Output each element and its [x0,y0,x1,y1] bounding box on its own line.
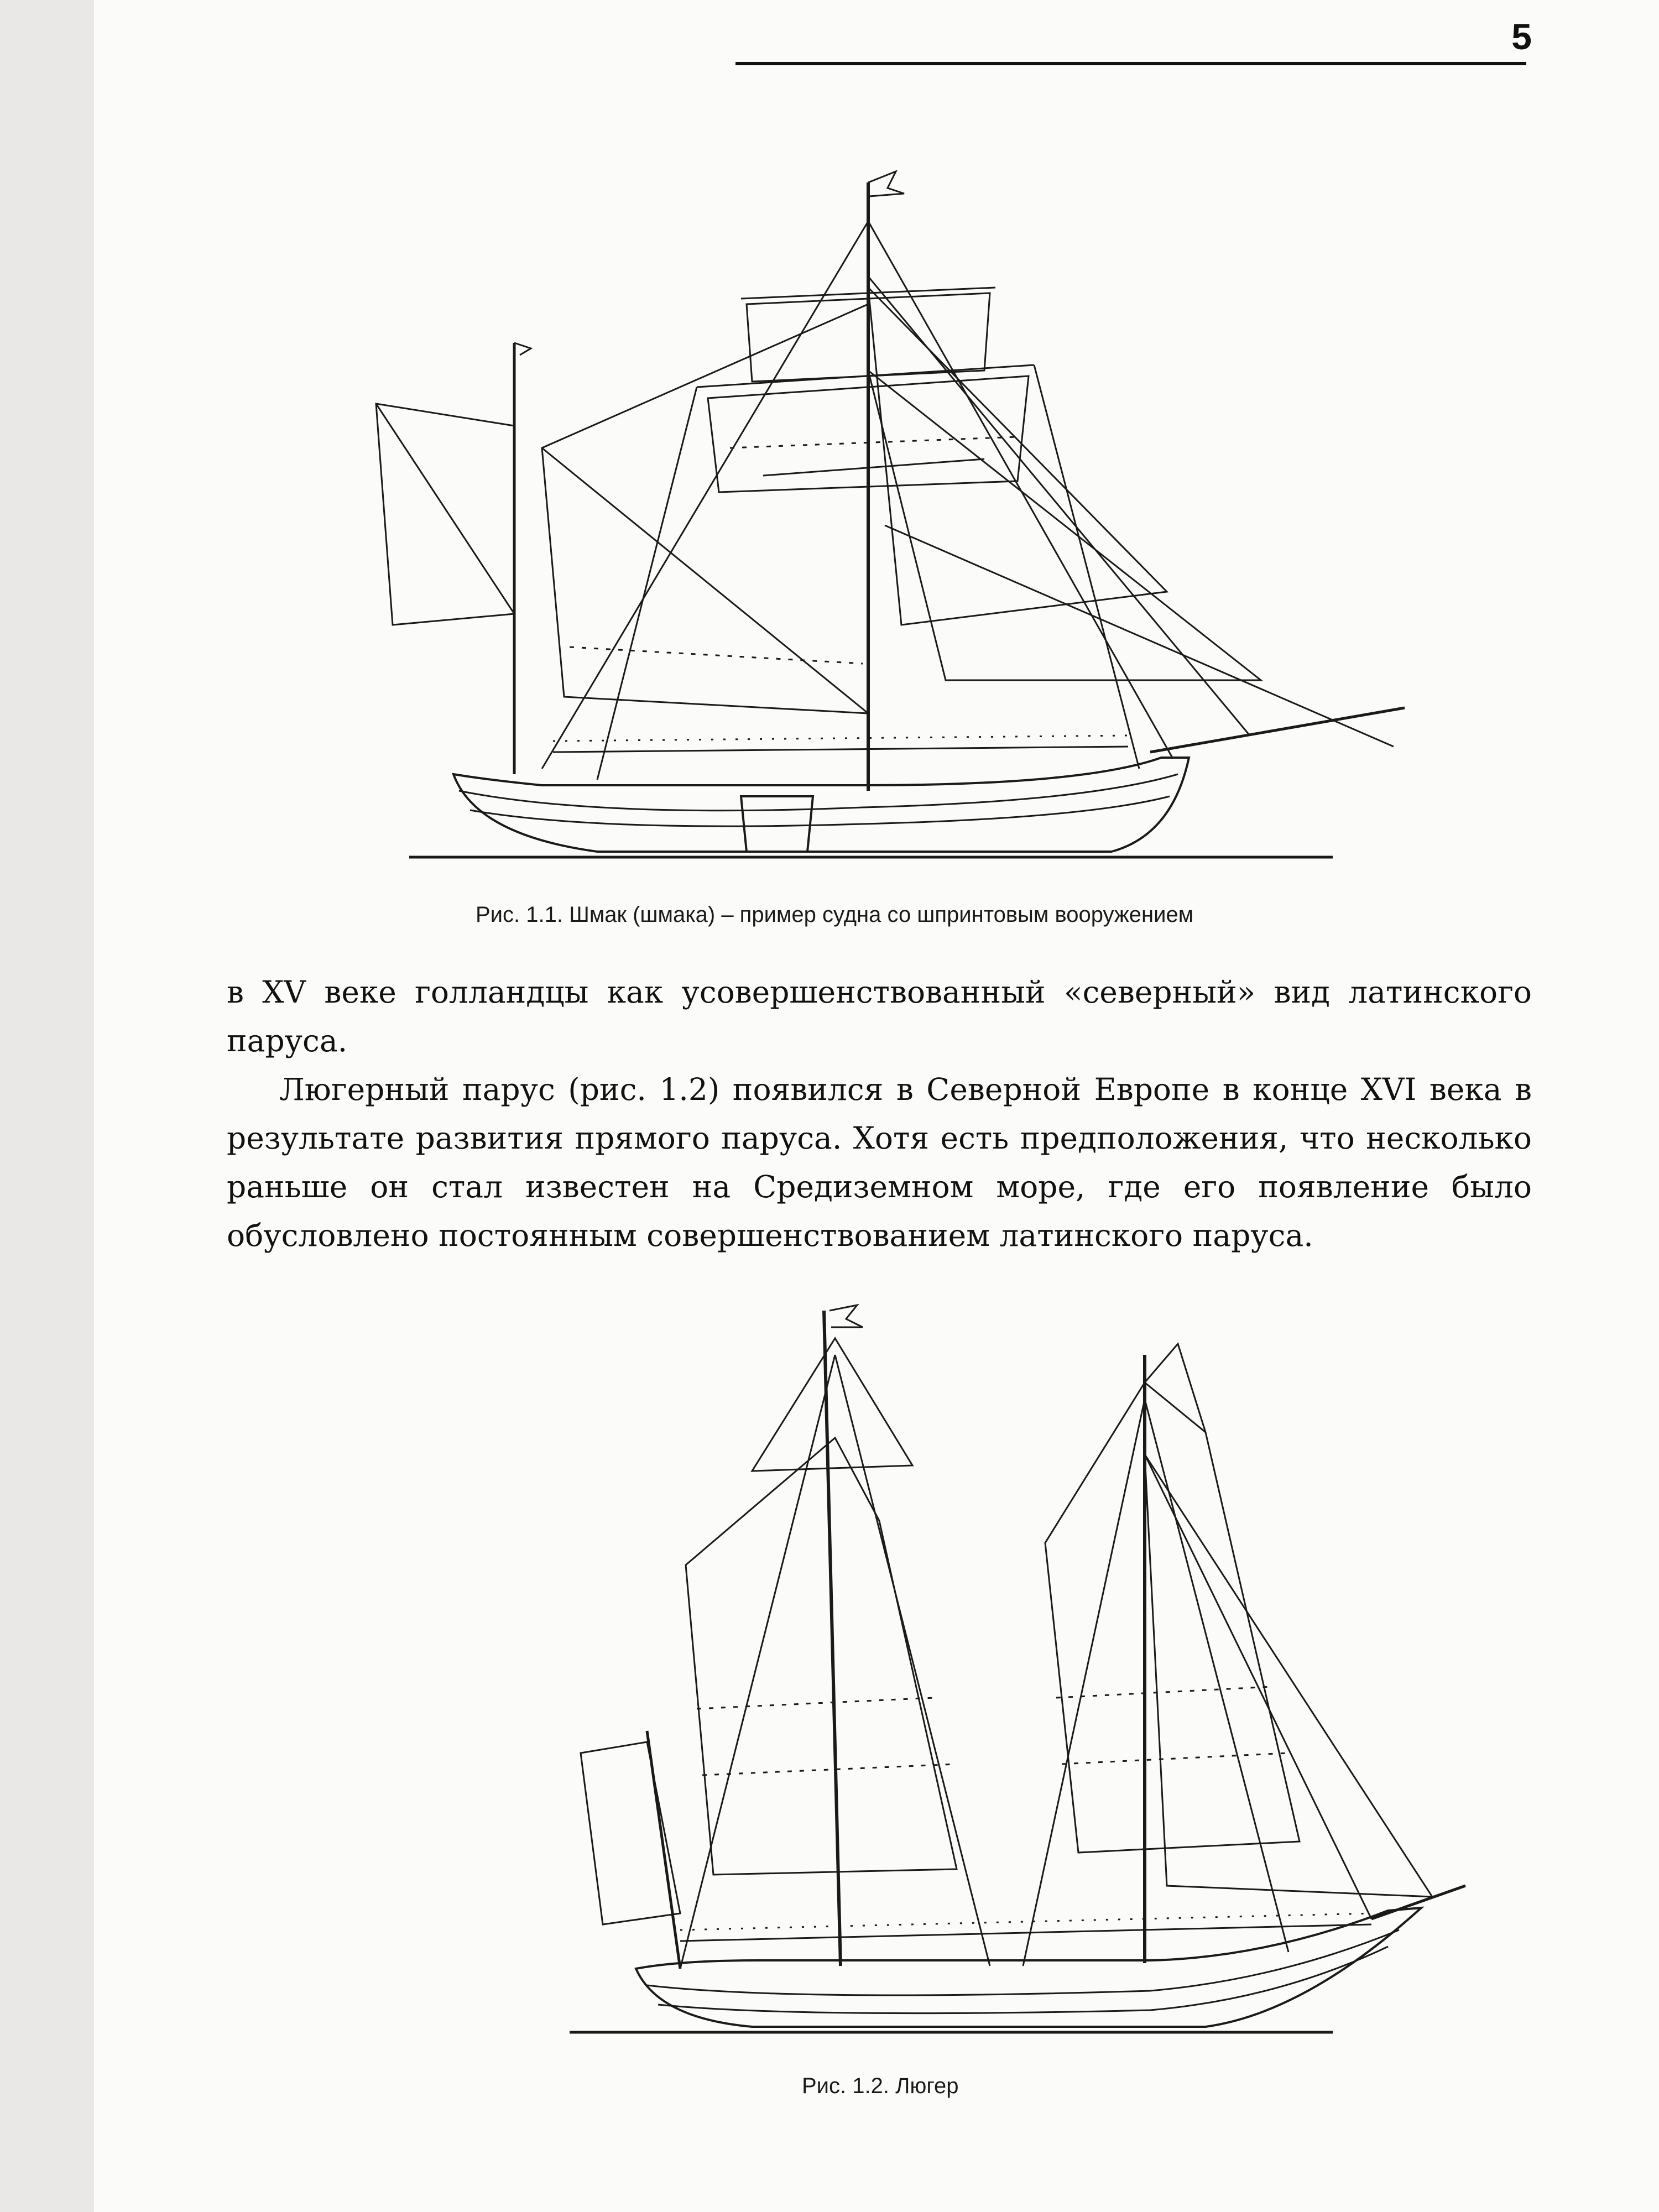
lugger-line-drawing [570,1288,1477,2052]
figure-2-caption: Рис. 1.2. Люгер [802,2074,959,2098]
schmack-line-drawing [310,138,1427,879]
body-paragraph-2: Люгерный парус (рис. 1.2) появился в Северной Европе в конце XVI века в результате развития прямого паруса. Хотя есть предположения, что несколько раньше он стал известен на Средиземном море, где его появление было обусловлено постоянным совершенствованием латинского паруса. [227,1072,1532,1253]
body-paragraph-1: в XV веке голландцы как усовершенствованный «северный» вид латинского паруса. [227,974,1532,1058]
body-text [227,968,1532,1260]
header-rule [735,62,1526,65]
figure-lugger-drawing [570,1288,1477,2052]
figure-schmack-drawing [310,138,1427,879]
figure-1-caption: Рис. 1.1. Шмак (шмака) – пример судна со шпринтовым вооружением [476,902,1194,927]
page-number: 5 [1511,16,1532,57]
